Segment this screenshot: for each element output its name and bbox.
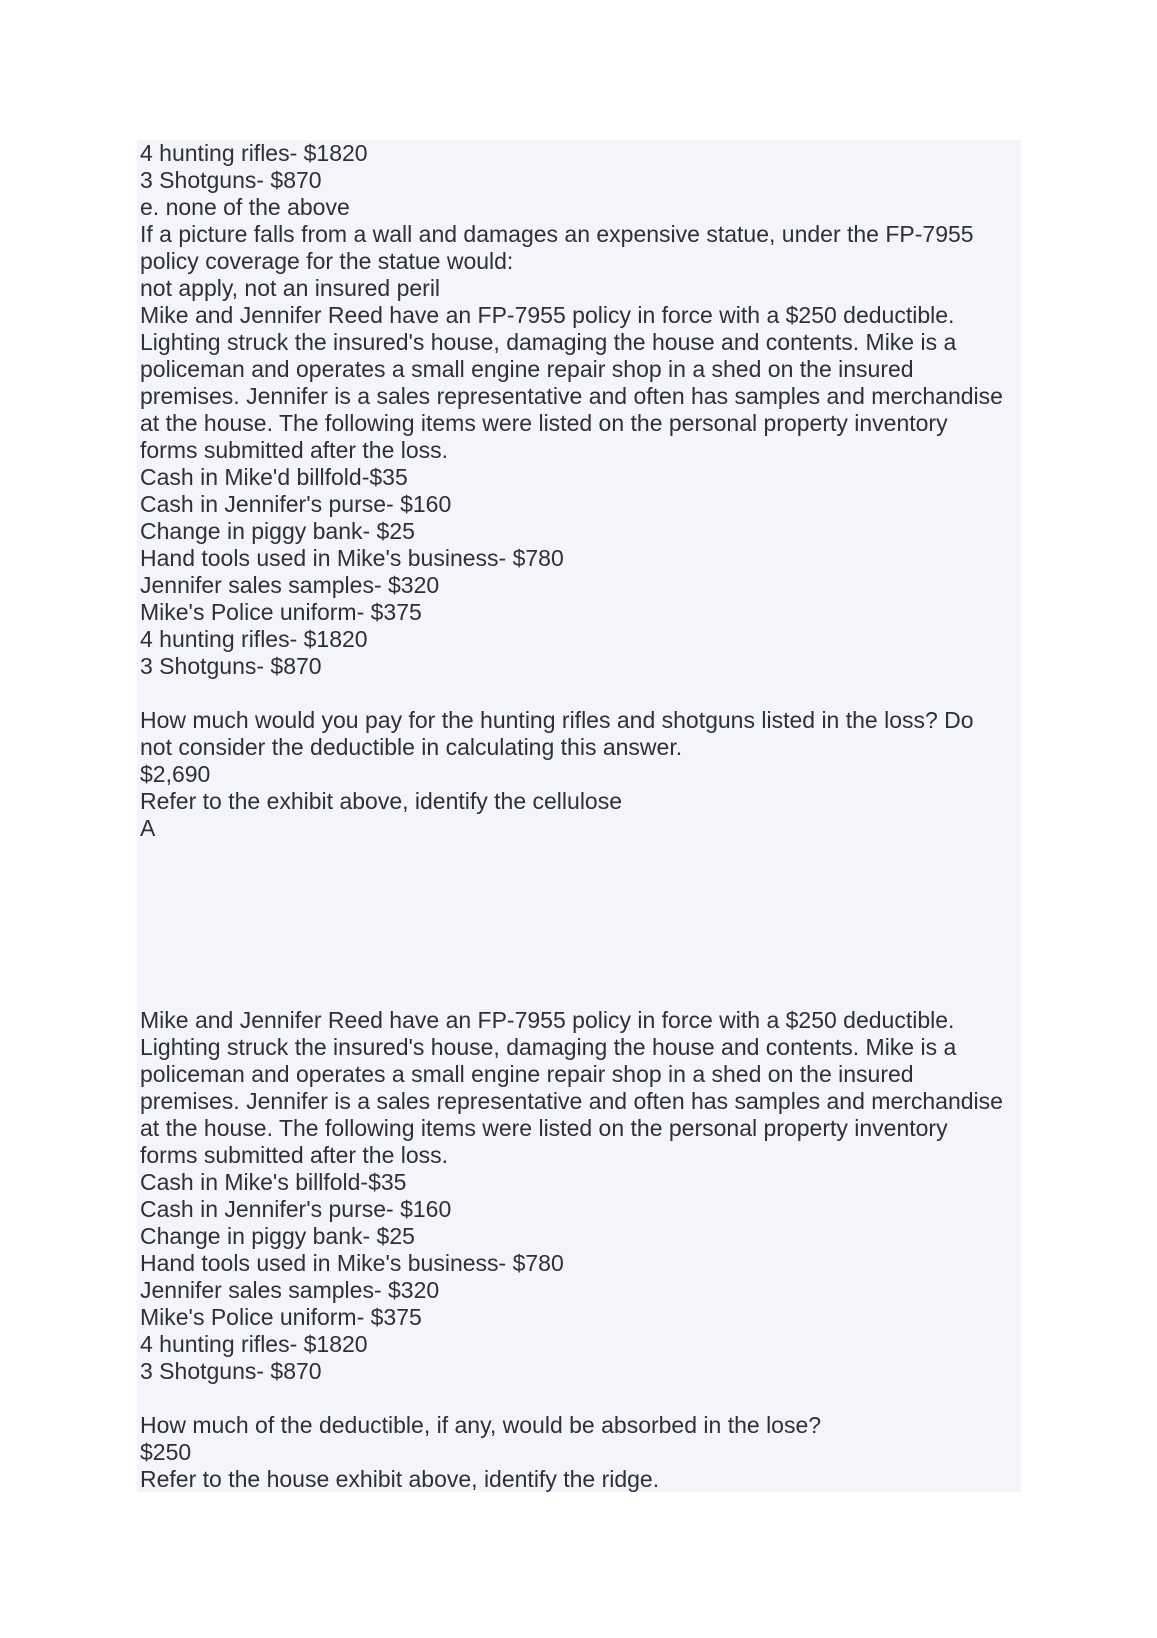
- text-line: Mike's Police uniform- $375: [140, 1304, 422, 1330]
- text-line: Mike and Jennifer Reed have an FP-7955 policy in force with a $250 deductible.: [140, 1007, 955, 1033]
- text-line: 3 Shotguns- $870: [140, 653, 322, 679]
- text-line: Lighting struck the insured's house, damaging the house and contents. Mike is a: [140, 1034, 957, 1060]
- text-line: How much of the deductible, if any, would be absorbed in the lose?: [140, 1412, 822, 1438]
- text-line: Cash in Jennifer's purse- $160: [140, 491, 452, 517]
- text-line: 4 hunting rifles- $1820: [140, 626, 368, 652]
- text-line: Jennifer sales samples- $320: [140, 1277, 440, 1303]
- text-line: policeman and operates a small engine repair shop in a shed on the insured: [140, 356, 914, 382]
- text-line: $250: [140, 1439, 192, 1465]
- text-line: Mike and Jennifer Reed have an FP-7955 policy in force with a $250 deductible.: [140, 302, 955, 328]
- text-line: premises. Jennifer is a sales representative and often has samples and merchandise: [140, 1088, 1003, 1114]
- text-line: Change in piggy bank- $25: [140, 518, 415, 544]
- text-line: 4 hunting rifles- $1820: [140, 140, 368, 166]
- text-line: premises. Jennifer is a sales representative and often has samples and merchandise: [140, 383, 1003, 409]
- text-line: at the house. The following items were listed on the personal property inventory: [140, 1115, 948, 1141]
- text-block-1: [140, 140, 1020, 842]
- text-line: 3 Shotguns- $870: [140, 167, 322, 193]
- blank-line: [140, 1385, 1020, 1412]
- text-line: 3 Shotguns- $870: [140, 1358, 322, 1384]
- text-line: Jennifer sales samples- $320: [140, 572, 440, 598]
- text-line: If a picture falls from a wall and damages an expensive statue, under the FP-7955: [140, 221, 974, 247]
- text-line: Refer to the exhibit above, identify the cellulose: [140, 788, 623, 814]
- text-line: forms submitted after the loss.: [140, 1142, 449, 1168]
- text-line: Cash in Mike's billfold-$35: [140, 1169, 407, 1195]
- text-line: Mike's Police uniform- $375: [140, 599, 422, 625]
- text-line: Lighting struck the insured's house, damaging the house and contents. Mike is a: [140, 329, 957, 355]
- text-block-2: [140, 1007, 1020, 1493]
- text-line: not consider the deductible in calculating this answer.: [140, 734, 683, 760]
- text-line: e. none of the above: [140, 194, 350, 220]
- text-line: How much would you pay for the hunting rifles and shotguns listed in the loss? Do: [140, 707, 974, 733]
- text-line: 4 hunting rifles- $1820: [140, 1331, 368, 1357]
- text-line: Refer to the house exhibit above, identify the ridge.: [140, 1466, 660, 1492]
- text-line: Cash in Mike'd billfold-$35: [140, 464, 408, 490]
- text-line: Hand tools used in Mike's business- $780: [140, 1250, 564, 1276]
- text-line: Change in piggy bank- $25: [140, 1223, 415, 1249]
- blank-line: [140, 680, 1020, 707]
- text-line: not apply, not an insured peril: [140, 275, 441, 301]
- text-line: forms submitted after the loss.: [140, 437, 449, 463]
- text-line: policy coverage for the statue would:: [140, 248, 514, 274]
- text-line: Cash in Jennifer's purse- $160: [140, 1196, 452, 1222]
- text-line: A: [140, 815, 156, 841]
- text-line: Hand tools used in Mike's business- $780: [140, 545, 564, 571]
- text-line: at the house. The following items were listed on the personal property inventory: [140, 410, 948, 436]
- text-line: $2,690: [140, 761, 211, 787]
- text-line: policeman and operates a small engine repair shop in a shed on the insured: [140, 1061, 914, 1087]
